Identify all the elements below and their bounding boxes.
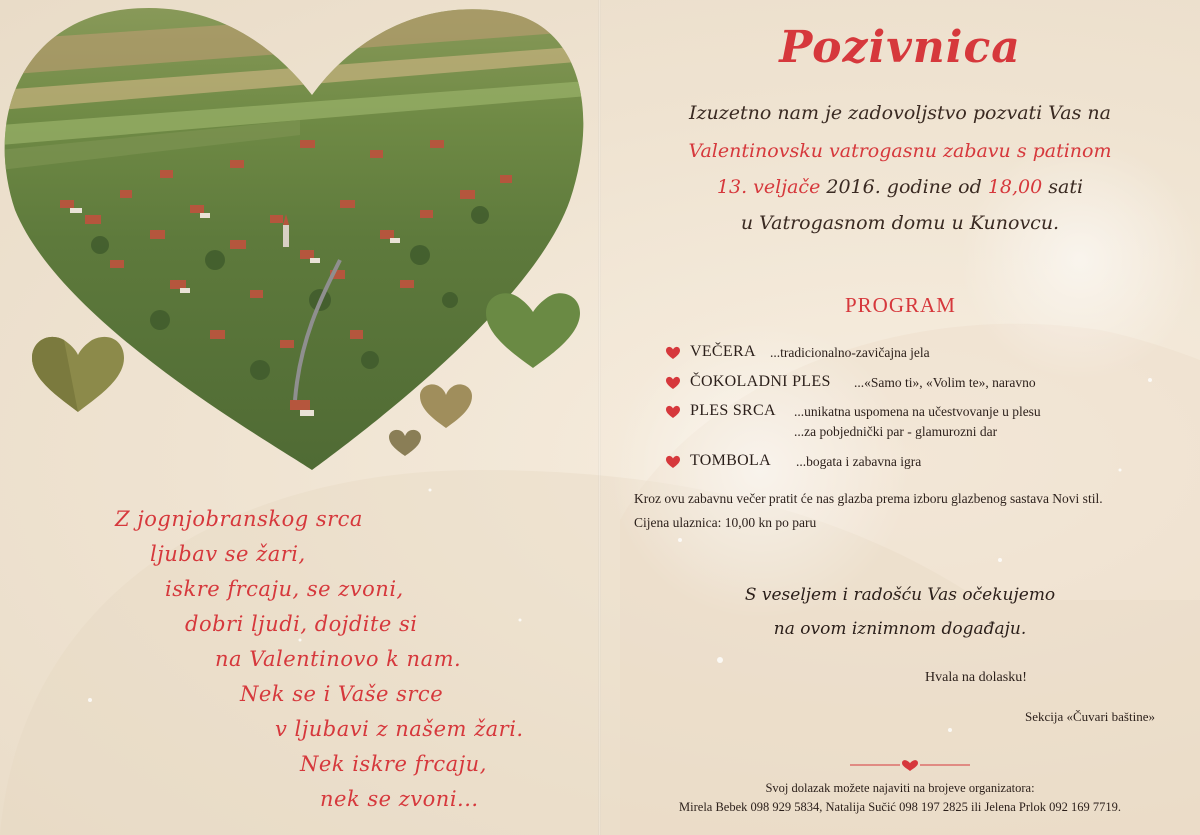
- closing-line-2: na ovom iznimnom događaju.: [773, 619, 1027, 639]
- poem-line: nek se zvoni...: [320, 787, 479, 811]
- program-title: PROGRAM: [845, 293, 956, 317]
- event-time: 18,00: [987, 176, 1043, 198]
- fold-line: [598, 0, 601, 835]
- heart-divider: [850, 758, 970, 772]
- program-item-desc: ...bogata i zabavna igra: [796, 454, 922, 469]
- poem-line: ljubav se žari,: [150, 542, 306, 566]
- heart-icon: [666, 455, 680, 469]
- signature: Sekcija «Čuvari baštine»: [1025, 709, 1155, 724]
- footer-line-1: Svoj dolazak možete najaviti na brojeve organizatora:: [765, 781, 1035, 795]
- poem-line: dobri ljudi, dojdite si: [185, 612, 418, 636]
- intro-line-4: u Vatrogasnom domu u Kunovcu.: [740, 212, 1060, 234]
- program-item-desc: ...unikatna uspomena na učestvovanje u plesu: [794, 404, 1041, 419]
- poem: [0, 505, 600, 825]
- intro-line-1: Izuzetno nam je zadovoljstvo pozvati Vas na: [689, 102, 1111, 124]
- right-panel: [600, 0, 1200, 835]
- poem-line: iskre frcaju, se zvoni,: [165, 577, 404, 601]
- event-date: 13. veljače: [716, 176, 821, 198]
- invitation-title: Pozivnica: [779, 22, 1021, 73]
- intro-line-3: [600, 176, 1200, 198]
- heart-icon: [666, 346, 680, 360]
- poem-line: Z jognjobranskog srca: [115, 507, 363, 531]
- ticket-price: Cijena ulaznica: 10,00 kn po paru: [634, 515, 817, 530]
- poem-line: Nek se i Vaše srce: [240, 682, 444, 706]
- program-item-desc: ...tradicionalno-zavičajna jela: [770, 345, 930, 360]
- program-item-name: PLES SRCA: [690, 402, 776, 419]
- poem-line: v ljubavi z našem žari.: [275, 717, 524, 741]
- event-time-unit: sati: [1048, 176, 1084, 198]
- thanks-text: Hvala na dolasku!: [925, 670, 1027, 685]
- intro-line-2: Valentinovsku vatrogasnu zabavu s patinom: [688, 140, 1112, 162]
- poem-line: Nek iskre frcaju,: [300, 752, 487, 776]
- footer-contacts: Mirela Bebek 098 929 5834, Natalija Sučić 098 197 2825 ili Jelena Prlok 092 169 7719.: [679, 800, 1121, 814]
- village-photo-hearts: [0, 0, 600, 480]
- program-item-desc: ...«Samo ti», «Volim te», naravno: [854, 375, 1036, 390]
- program-item-name: ČOKOLADNI PLES: [690, 373, 831, 390]
- heart-icon: [666, 405, 680, 419]
- program-item-name: TOMBOLA: [690, 452, 771, 469]
- program-item-desc-2: ...za pobjednički par - glamurozni dar: [794, 424, 998, 439]
- event-year: 2016. godine od: [826, 176, 982, 198]
- music-text: Kroz ovu zabavnu večer pratit će nas glazba prema izboru glazbenog sastava Novi stil.: [634, 491, 1103, 506]
- poem-line: na Valentinovo k nam.: [215, 647, 462, 671]
- program-item-name: VEČERA: [690, 343, 756, 360]
- heart-icon: [666, 376, 680, 390]
- closing-line-1: S veseljem i radošću Vas očekujemo: [744, 585, 1056, 605]
